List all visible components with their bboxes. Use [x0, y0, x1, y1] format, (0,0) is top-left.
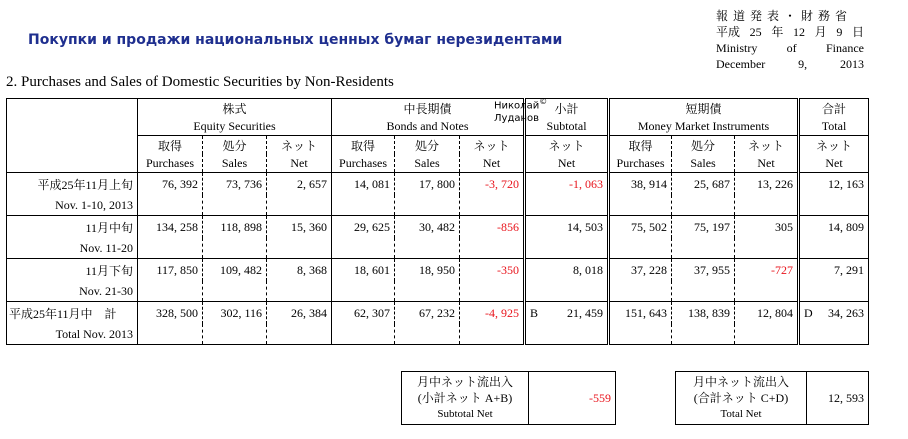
- cell-mm-sales: 25, 687: [672, 173, 735, 196]
- cell-eq-purchases: 328, 500: [156, 305, 198, 320]
- subtotal-net-value: -559: [529, 372, 616, 425]
- cell-bn-net: -4, 925: [460, 302, 525, 325]
- cell-mm-net: -727: [735, 259, 799, 282]
- cell-sub-net: -1, 063: [525, 173, 609, 196]
- row-label-jp: 11月下旬: [7, 259, 138, 282]
- table-row: [7, 173, 869, 196]
- cell-eq-net: 2, 657: [267, 173, 332, 196]
- col-bn-purchases-en: Purchases: [332, 154, 395, 173]
- cell-bn-sales: 17, 800: [395, 173, 460, 196]
- col-bn-net-jp: ネット: [460, 136, 525, 155]
- cell-bn-sales: 18, 950: [395, 259, 460, 282]
- cell-mm-net: 13, 226: [735, 173, 799, 196]
- cell-mm-net: 305: [735, 216, 799, 239]
- col-bn-sales-jp: 処分: [395, 136, 460, 155]
- cell-mm-purchases: 38, 914: [609, 173, 672, 196]
- cell-bn-net: -856: [460, 216, 525, 239]
- col-eq-purchases-jp: 取得: [157, 138, 182, 153]
- cell-eq-sales: 118, 898: [203, 216, 267, 239]
- total-net-value: 12, 593: [807, 372, 869, 425]
- subtotal-net-label: 月中ネット流出入 (小計ネット A+B) Subtotal Net: [402, 372, 529, 425]
- group-equity-en: Equity Securities: [138, 118, 332, 136]
- group-subtotal-en: Subtotal: [525, 118, 609, 136]
- cell-mm-sales: 75, 197: [672, 216, 735, 239]
- col-eq-purchases-en: Purchases: [138, 154, 203, 173]
- cell-bn-purchases: 14, 081: [354, 176, 391, 191]
- col-sub-net-jp: ネット: [525, 136, 609, 155]
- cell-tot-net: 14, 809: [799, 216, 869, 239]
- cell-sub-net: 14, 503: [525, 216, 609, 239]
- cell-bn-net: -350: [460, 259, 525, 282]
- col-bn-purchases-jp: 取得: [351, 138, 376, 153]
- group-bonds-jp: 中長期債: [332, 99, 525, 119]
- column-header-en-row: [7, 154, 869, 173]
- cell-eq-net: 15, 360: [267, 216, 332, 239]
- col-mm-sales-en: Sales: [672, 154, 735, 173]
- cell-sub-net: 8, 018: [525, 259, 609, 282]
- col-tot-net-jp: ネット: [799, 136, 869, 155]
- cell-eq-net: 8, 368: [267, 259, 332, 282]
- group-equity-jp: 株式: [138, 99, 332, 119]
- cell-tot-net: 12, 163: [799, 173, 869, 196]
- press-line-date-en: December 9, 2013: [716, 57, 864, 71]
- subtotal-mark: B: [530, 305, 539, 320]
- cell-mm-sales: 37, 955: [672, 259, 735, 282]
- group-total-jp: 合計: [799, 99, 869, 119]
- col-sub-net-en: Net: [525, 154, 609, 173]
- table-row-sub: [7, 281, 869, 302]
- row-label-en: Nov. 21-30: [7, 281, 138, 302]
- securities-table: [6, 98, 869, 345]
- cell-eq-purchases: 76, 392: [162, 176, 198, 191]
- table-row: [7, 259, 869, 282]
- col-eq-net-en: Net: [267, 154, 332, 173]
- cell-mm-net: 12, 804: [735, 302, 799, 325]
- cell-eq-sales: 109, 482: [203, 259, 267, 282]
- cell-mm-purchases: 75, 502: [609, 216, 672, 239]
- row-label-en: Total Nov. 2013: [7, 324, 138, 345]
- cell-eq-purchases: 134, 258: [156, 219, 198, 234]
- table-row-sub: [7, 195, 869, 216]
- col-bn-sales-en: Sales: [395, 154, 460, 173]
- total-mark: D: [804, 305, 813, 320]
- group-bonds-en: Bonds and Notes: [332, 118, 525, 136]
- cell-sub-net: B 21, 459: [525, 302, 609, 325]
- cell-mm-purchases: 151, 643: [609, 302, 672, 325]
- press-line-ministry-jp: 報道発表・財務省: [716, 9, 853, 23]
- col-tot-net-en: Net: [799, 154, 869, 173]
- cell-bn-purchases: 18, 601: [354, 262, 391, 277]
- total-net-label: 月中ネット流出入 (合計ネット C+D) Total Net: [676, 372, 807, 425]
- cell-eq-sales: 302, 116: [203, 302, 267, 325]
- corner-cell-bottom: [7, 154, 138, 173]
- subtotal-net-box: [401, 371, 616, 425]
- row-label-jp: 11月中旬: [7, 216, 138, 239]
- cell-tot-net: D 34, 263: [799, 302, 869, 325]
- total-net-box: [675, 371, 869, 425]
- table-row-total: [7, 302, 869, 325]
- col-mm-net-jp: ネット: [735, 136, 799, 155]
- group-header-jp-row: [7, 99, 869, 119]
- col-mm-purchases-jp: 取得: [609, 136, 672, 155]
- press-release-header: [716, 8, 864, 72]
- group-mmi-jp: 短期債: [609, 99, 799, 119]
- cell-bn-purchases: 62, 307: [354, 305, 391, 320]
- document-title: 2. Purchases and Sales of Domestic Securities by Non-Residents: [6, 74, 394, 90]
- cell-bn-purchases: 29, 625: [354, 219, 391, 234]
- col-mm-purchases-en: Purchases: [609, 154, 672, 173]
- col-mm-sales-jp: 処分: [672, 136, 735, 155]
- row-label-jp: 平成25年11月中 計: [7, 302, 138, 325]
- group-total-en: Total: [799, 118, 869, 136]
- cell-bn-sales: 30, 482: [395, 216, 460, 239]
- table-row-sub: [7, 238, 869, 259]
- table-row: [7, 216, 869, 239]
- cell-tot-net: 7, 291: [799, 259, 869, 282]
- col-mm-net-en: Net: [735, 154, 799, 173]
- col-bn-net-en: Net: [460, 154, 525, 173]
- row-label-jp: 平成25年11月上旬: [7, 173, 138, 196]
- cell-mm-sales: 138, 839: [672, 302, 735, 325]
- corner-cell: [7, 99, 138, 155]
- row-label-en: Nov. 11-20: [7, 238, 138, 259]
- table-row-sub: [7, 324, 869, 345]
- group-mmi-en: Money Market Instruments: [609, 118, 799, 136]
- cell-bn-net: -3, 720: [460, 173, 525, 196]
- cell-bn-sales: 67, 232: [395, 302, 460, 325]
- author-watermark: Николай© Луданов: [494, 97, 548, 125]
- cell-eq-purchases: 117, 850: [156, 262, 198, 277]
- press-line-date-jp: 平成 25 年 12 月 9 日: [716, 25, 864, 39]
- group-subtotal-jp: 小計: [525, 99, 609, 119]
- cell-eq-sales: 73, 736: [203, 173, 267, 196]
- press-line-ministry-en: Ministry of Finance: [716, 41, 864, 55]
- cell-mm-purchases: 37, 228: [609, 259, 672, 282]
- col-eq-sales-en: Sales: [203, 154, 267, 173]
- col-eq-net-jp: ネット: [267, 136, 332, 155]
- cell-eq-net: 26, 384: [267, 302, 332, 325]
- row-label-en: Nov. 1-10, 2013: [7, 195, 138, 216]
- col-eq-sales-jp: 処分: [203, 136, 267, 155]
- russian-title: Покупки и продажи национальных ценных бумаг нерезидентами: [28, 32, 563, 48]
